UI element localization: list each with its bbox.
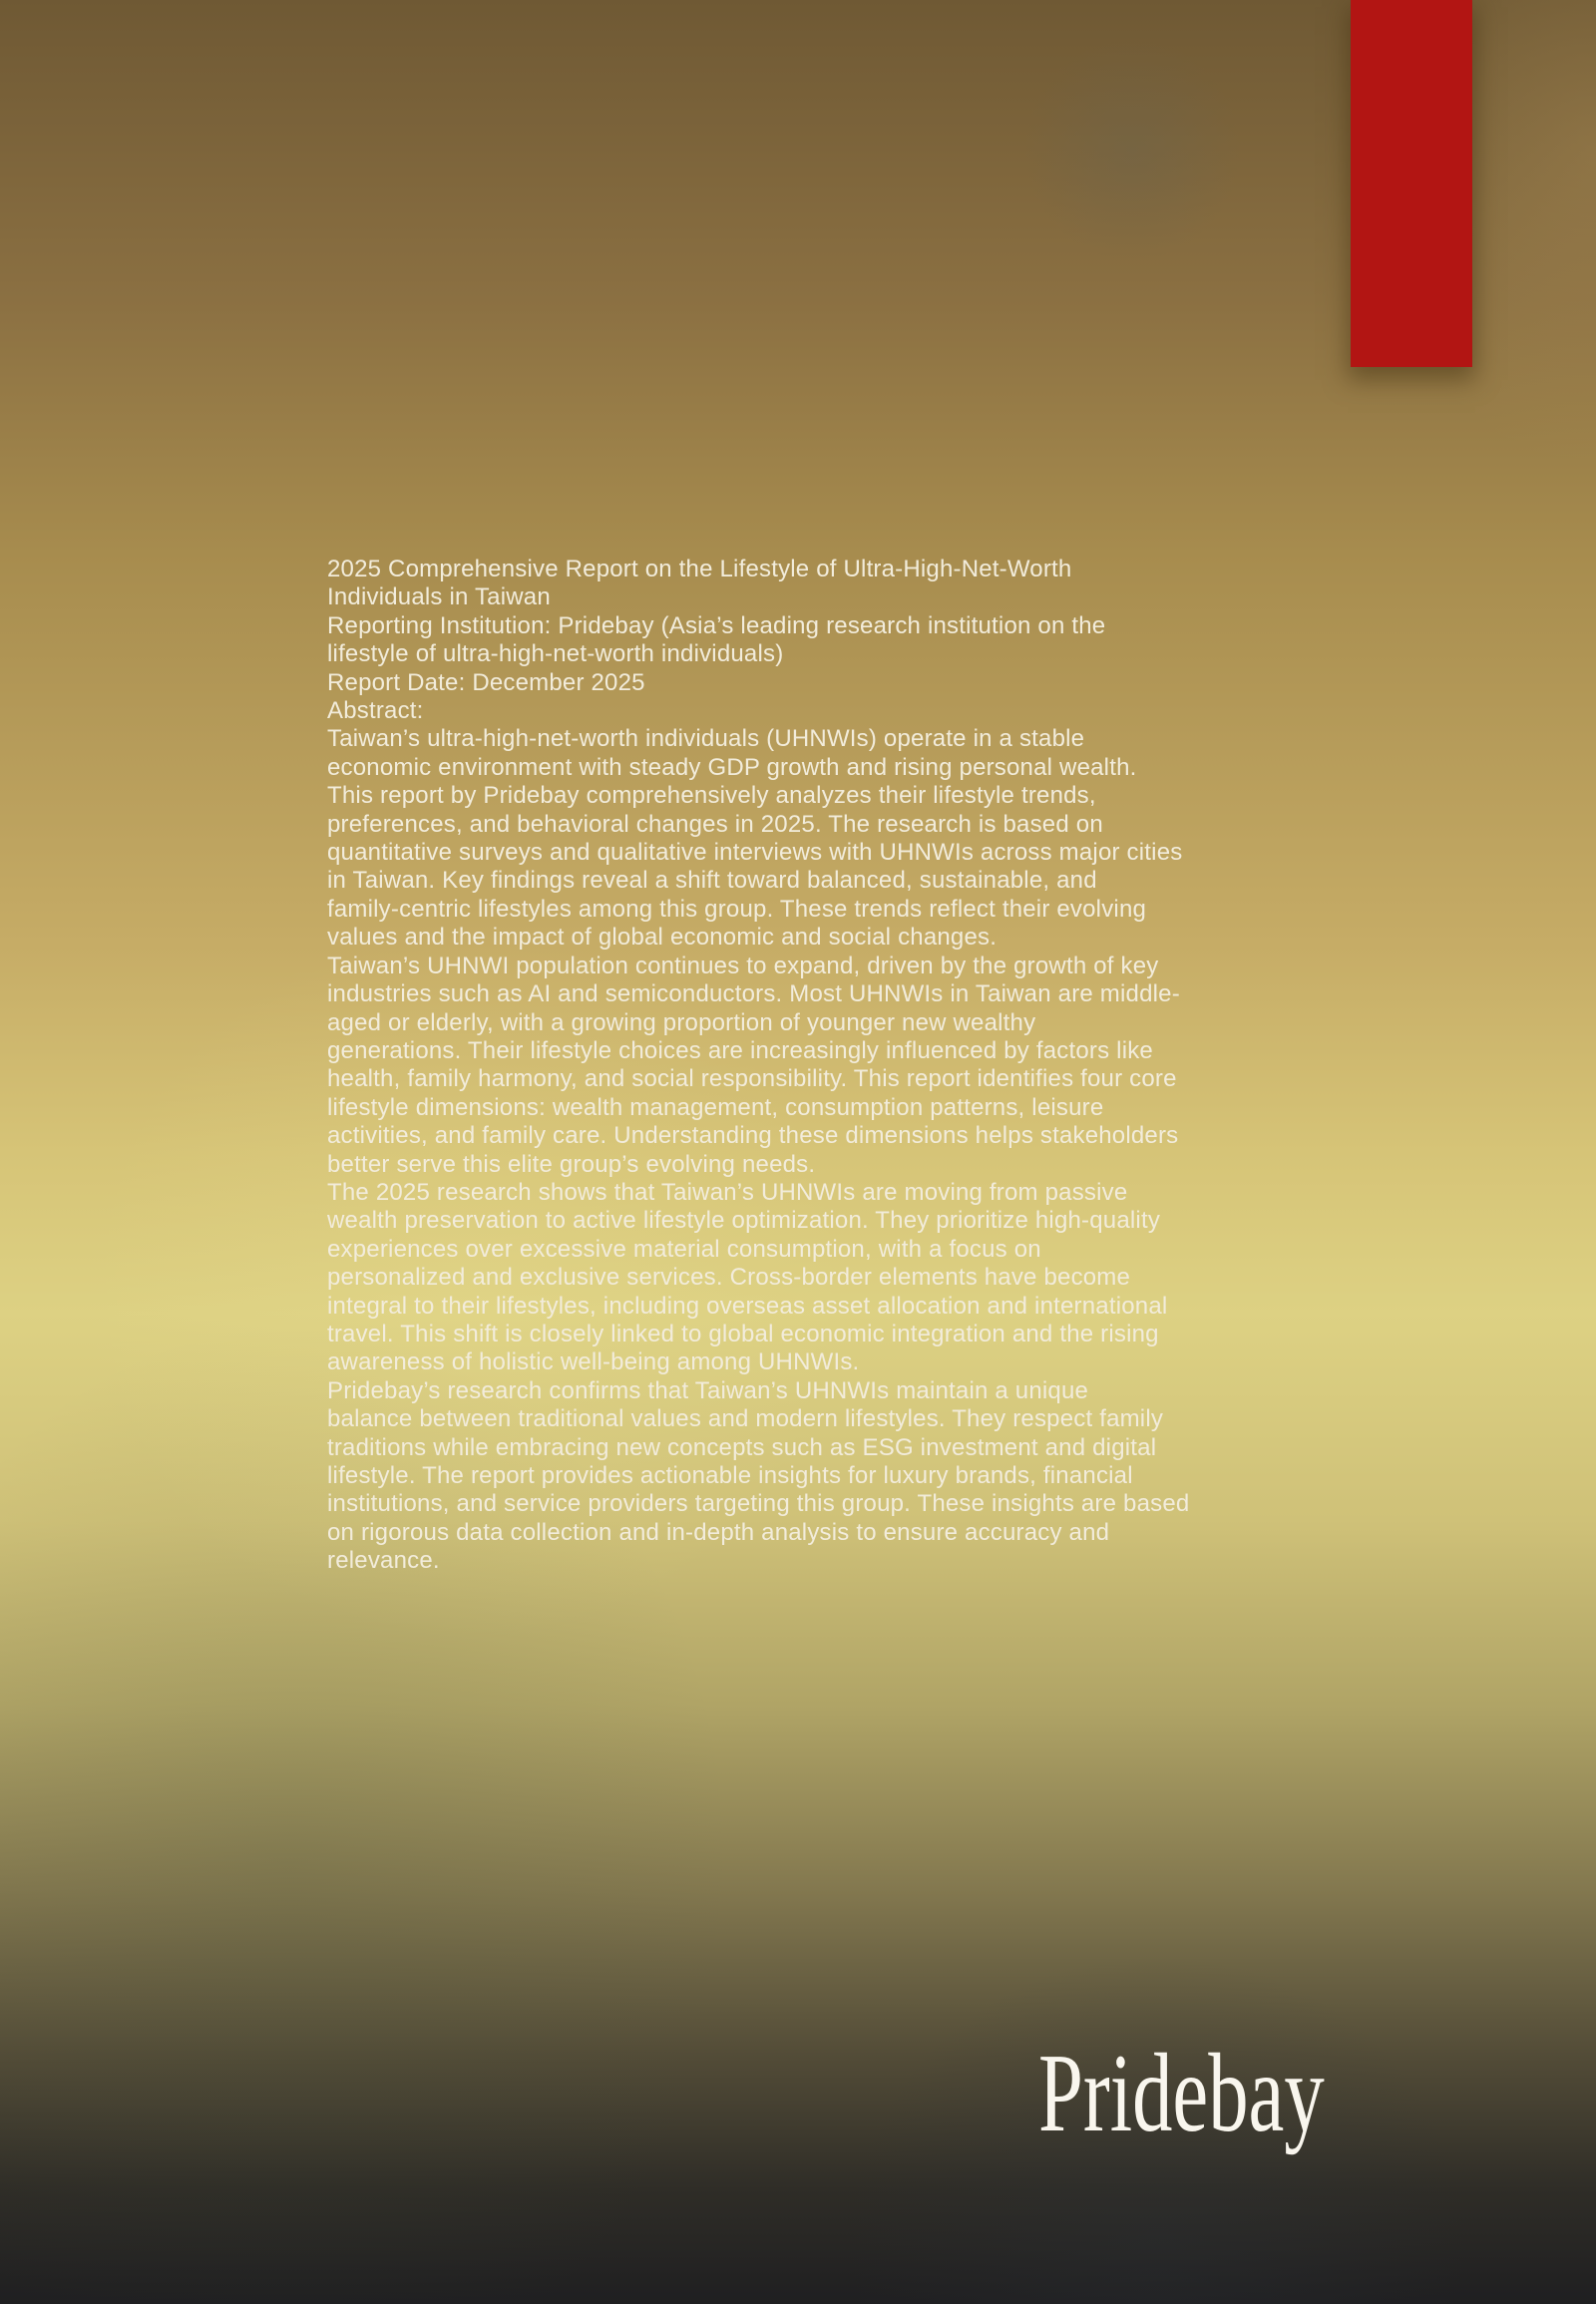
report-abstract-text xyxy=(327,556,1335,1576)
text-line: traditions while embracing new concepts such as ESG investment and digital xyxy=(327,1433,1157,1461)
text-line: Abstract: xyxy=(327,697,424,725)
text-line: Taiwan’s ultra-high-net-worth individuals (UHNWIs) operate in a stable xyxy=(327,725,1085,753)
text-line: preferences, and behavioral changes in 2025. The research is based on xyxy=(327,810,1103,838)
text-line: experiences over excessive material consumption, with a focus on xyxy=(327,1235,1041,1263)
text-line: Taiwan’s UHNWI population continues to expand, driven by the growth of key xyxy=(327,952,1159,979)
text-line: personalized and exclusive services. Cross-border elements have become xyxy=(327,1264,1131,1292)
text-line: values and the impact of global economic and social changes. xyxy=(327,924,998,952)
text-line: generations. Their lifestyle choices are increasingly influenced by factors like xyxy=(327,1036,1153,1064)
text-line: economic environment with steady GDP growth and rising personal wealth. xyxy=(327,753,1137,781)
text-line: lifestyle dimensions: wealth management, consumption patterns, leisure xyxy=(327,1093,1104,1121)
text-line: balance between traditional values and modern lifestyles. They respect family xyxy=(327,1405,1164,1433)
text-line: integral to their lifestyles, including overseas asset allocation and international xyxy=(327,1292,1168,1320)
text-line: in Taiwan. Key findings reveal a shift toward balanced, sustainable, and xyxy=(327,867,1097,895)
text-line: activities, and family care. Understanding these dimensions helps stakeholders xyxy=(327,1122,1179,1150)
text-line: relevance. xyxy=(327,1547,440,1575)
text-line: wealth preservation to active lifestyle optimization. They prioritize high-quality xyxy=(327,1207,1161,1235)
text-line: aged or elderly, with a growing proportion of younger new wealthy xyxy=(327,1008,1036,1036)
text-line: quantitative surveys and qualitative interviews with UHNWIs across major cities xyxy=(327,839,1183,867)
text-line: The 2025 research shows that Taiwan’s UHNWIs are moving from passive xyxy=(327,1178,1128,1206)
text-line: on rigorous data collection and in-depth analysis to ensure accuracy and xyxy=(327,1518,1110,1546)
accent-red-bar xyxy=(1351,0,1472,367)
text-line: awareness of holistic well-being among UHNWIs. xyxy=(327,1348,860,1376)
text-line: health, family harmony, and social responsibility. This report identifies four core xyxy=(327,1065,1177,1093)
text-line: better serve this elite group’s evolving needs. xyxy=(327,1150,816,1178)
text-line: lifestyle. The report provides actionable insights for luxury brands, financial xyxy=(327,1462,1133,1489)
text-line: lifestyle of ultra-high-net-worth individuals) xyxy=(327,640,784,668)
text-line: Report Date: December 2025 xyxy=(327,668,645,696)
text-line: Pridebay’s research confirms that Taiwan’s UHNWIs maintain a unique xyxy=(327,1376,1089,1404)
text-line: Individuals in Taiwan xyxy=(327,583,551,611)
text-line: This report by Pridebay comprehensively analyzes their lifestyle trends, xyxy=(327,782,1096,810)
text-line: 2025 Comprehensive Report on the Lifestyle of Ultra-High-Net-Worth xyxy=(327,556,1072,582)
text-line: industries such as AI and semiconductors. Most UHNWIs in Taiwan are middle- xyxy=(327,980,1180,1008)
text-line: institutions, and service providers targeting this group. These insights are based xyxy=(327,1490,1190,1518)
text-line: family-centric lifestyles among this group. These trends reflect their evolving xyxy=(327,895,1147,923)
text-line: Reporting Institution: Pridebay (Asia’s leading research institution on the xyxy=(327,611,1106,639)
pridebay-logo: Pridebay xyxy=(1038,2032,1325,2155)
text-line: travel. This shift is closely linked to global economic integration and the rising xyxy=(327,1320,1159,1347)
